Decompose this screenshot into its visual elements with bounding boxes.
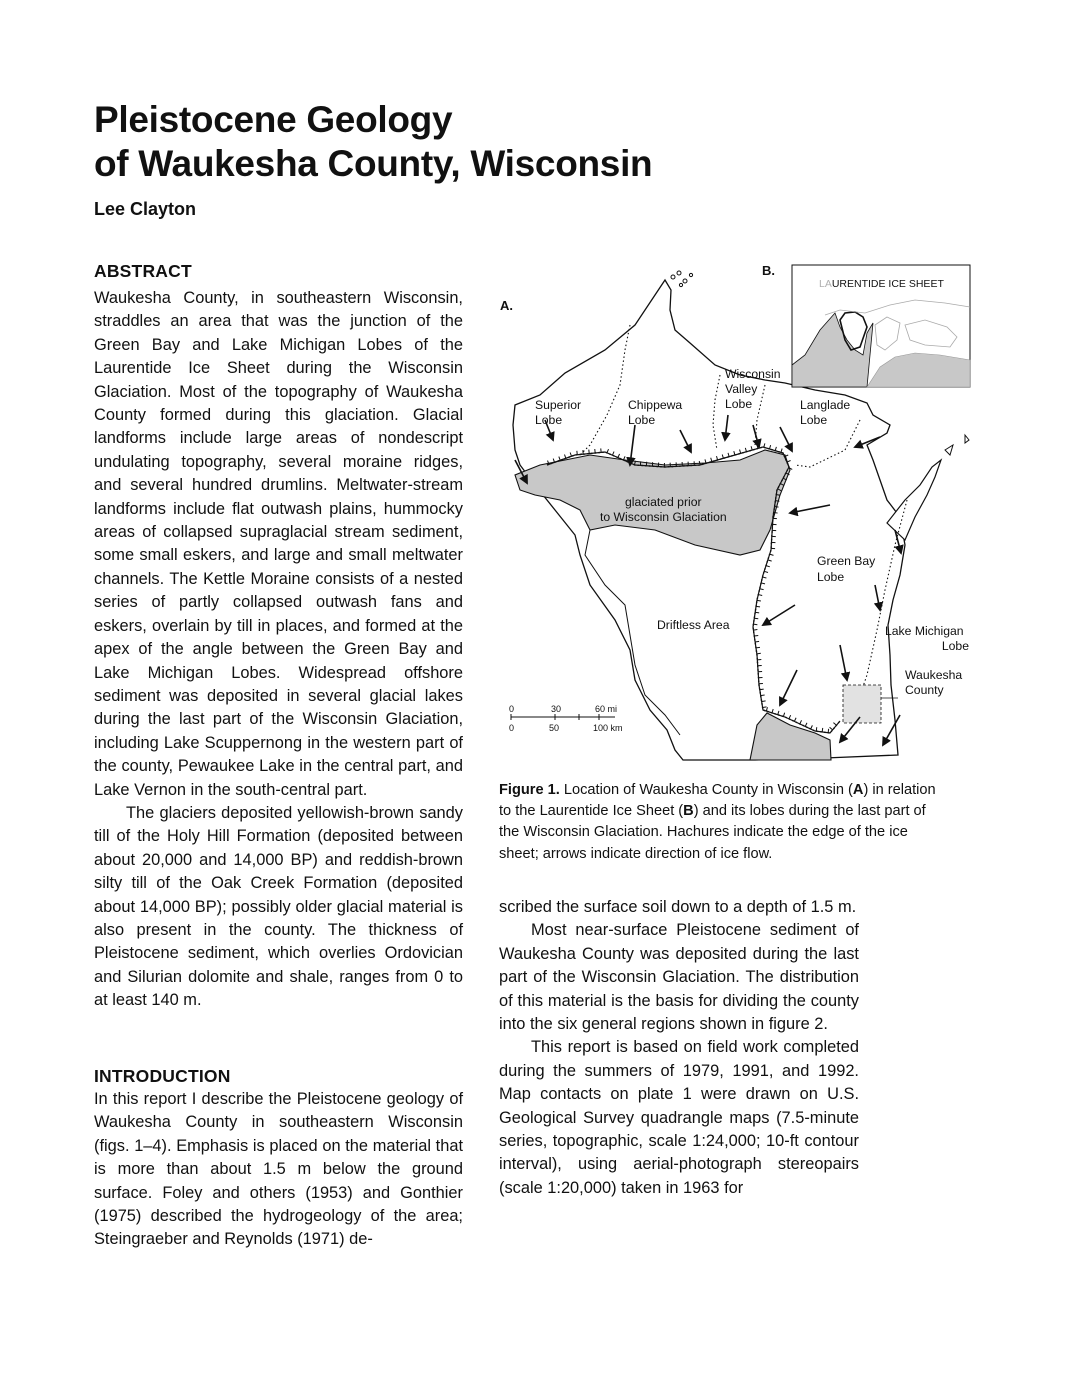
svg-text:LAURENTIDE ICE SHEET [819,278,944,290]
eastern-islands [945,435,969,455]
abstract-heading: ABSTRACT [94,261,192,281]
hachure-tick [816,727,817,731]
scale-mi-0: 0 [509,704,515,714]
caption-part-1: Location of Waukesha County in Wisconsin ( [559,782,853,798]
introduction-heading: INTRODUCTION [94,1066,231,1086]
caption-label: Figure 1. [499,782,560,798]
hachure-tick [755,641,759,642]
inset-laurentide [792,265,970,387]
hachure-tick [775,507,779,508]
title-line-2: of Waukesha County, Wisconsin [94,143,653,184]
introduction-body-left [94,1088,463,1252]
door-peninsula [887,460,941,540]
label-green-bay-1: Green Bay [817,554,876,568]
introduction-paragraph-1-end: scribed the surface soil down to a depth of 1.5 m. [499,898,857,916]
hachure-tick [755,612,759,613]
label-wisconsin-valley-1: Wisconsin [725,367,781,381]
label-langlade-1: Langlade [800,398,851,412]
hachure-tick [763,707,767,708]
label-waukesha-1: Waukesha [905,668,963,682]
label-lake-michigan-1: Lake Michigan [885,624,964,638]
label-langlade-2: Lobe [800,413,828,427]
apostle-islands [671,271,693,287]
caption-a: A [852,782,864,798]
scale-km-50: 50 [549,723,560,733]
waukesha-county-box [843,685,881,723]
scale-mi-60: 60 mi [595,704,618,714]
hachure-tick [754,618,758,619]
abstract-paragraph-1: Waukesha County, in southeastern Wisconsin, straddles an area that was the junction of the Green Bay and Lake Michigan Lobes of the Laurentide Ice Sheet during the Wisconsin Glaciation. Most of the topography of Waukesha County formed during this glaciation. Glacial landforms include large areas of nondescript undulating topography, several moraine ridges, and several hundred drumlins. Meltwater-stream landforms include flat outwash plains, hummocky areas of collapsed supraglacial stream sediment, some small eskers, and large and small meltwater channels. The Kettle Moraine consists of a nested series of partly collapsed outwash fans and eskers, overlain by till in places, and formed at the apex of the angle between the Green Bay and Lake Michigan Lobes. Widespread offshore sediment was deposited in several glacial lakes during the last part of the Wisconsin Glaciation, including Lake Scuppernong in the western part of the county, Pewaukee Lake in the central part, and Lake Vernon in the south-central part. [94,289,463,799]
hachure-tick [756,647,760,648]
inset-title: URENTIDE ICE SHEET [831,278,944,290]
label-wisconsin-valley-3: Lobe [725,397,753,411]
hachure-tick [757,600,761,601]
scale-km-0: 0 [509,723,515,733]
scale-bar [509,704,623,733]
label-chippewa-1: Chippewa [628,398,683,412]
hachure-tick [756,606,760,607]
title-line-1: Pleistocene Geology [94,99,453,140]
label-glaciated-prior-2: to Wisconsin Glaciation [600,510,727,524]
hachure-tick [775,501,779,502]
inset-title-faded: LA [819,278,832,290]
label-wisconsin-valley-2: Valley [725,382,758,396]
hachure-tick [774,512,778,513]
panel-b-label: B. [762,263,775,278]
scale-km-100: 100 km [593,723,623,733]
introduction-body-right [499,896,859,1200]
caption-b: B [683,803,694,820]
caption-part-2: ) in relation to the Laurentide Ice Sheet ( [499,782,936,820]
label-lake-michigan-2: Lobe [941,639,969,653]
hachure-tick [761,695,765,696]
panel-a-label: A. [500,298,513,313]
label-glaciated-prior-1: glaciated prior [625,495,702,509]
figure-1-caption [499,780,945,865]
introduction-paragraph-3: This report is based on field work completed during the summers of 1979, 1991, and 1992. Map contacts on plate 1 were drawn on U.S. Geological Survey quadrangle maps (7.5-minute series, topographic, scale 1:24,000; 10-ft contour interval), using aerial-photograph stereopairs (scale 1:20,000) taken in 1963 for [499,1038,859,1197]
hachure-tick [754,635,758,636]
abstract-body [94,287,463,1013]
label-superior-2: Lobe [535,413,563,427]
author-name: Lee Clayton [94,199,197,219]
introduction-paragraph-2: Most near-surface Pleistocene sediment of Waukesha County was deposited during the last part of the Wisconsin Glaciation. The distribution of this material is the basis for dividing the county into the six general regions shown in figure 2. [499,921,859,1034]
hachure-tick [776,495,780,496]
caption-part-3: ) and its lobes during the last part of the Wisconsin Glaciation. Hachures indicate the edge of the ice sheet; arrows indicate direction of ice flow. [499,803,926,862]
label-driftless: Driftless Area [657,618,730,632]
hachure-tick [753,624,757,625]
hachure-tick [762,701,766,702]
figure-1-map [495,255,985,770]
hachure-tick [753,630,757,631]
paper-title [94,98,652,186]
hachure-tick [822,728,823,732]
scale-mi-30: 30 [551,704,562,714]
abstract-paragraph-2: The glaciers deposited yellowish-brown sandy till of the Holy Hill Formation (deposited between about 20,000 and 14,000 BP) and reddish-brown silty till of the Oak Creek Formation (deposited about 14,000 BP); possibly older glacial material is also present in the county. The thickness of Pleistocene sediment, which overlies Ordovician and Silurian dolomite and shale, ranges from 0 to at least 140 m. [94,803,463,1010]
introduction-paragraph-1-start: In this report I describe the Pleistocene geology of Waukesha County in southeastern Wisconsin (figs. 1–4). Emphasis is placed on the material that is more than about 1.5 m below the ground surface. Foley and others (1953) and Gonthier (1975) described the hydrogeology of the area; Steingraeber and Reynolds (1971) de- [94,1090,463,1249]
hachure-tick [757,653,761,654]
label-chippewa-2: Lobe [628,413,656,427]
hachure-tick [828,729,829,733]
label-waukesha-2: County [905,683,944,697]
hachure-tick [760,689,764,690]
label-superior-1: Superior [535,398,582,412]
label-green-bay-2: Lobe [817,570,845,584]
